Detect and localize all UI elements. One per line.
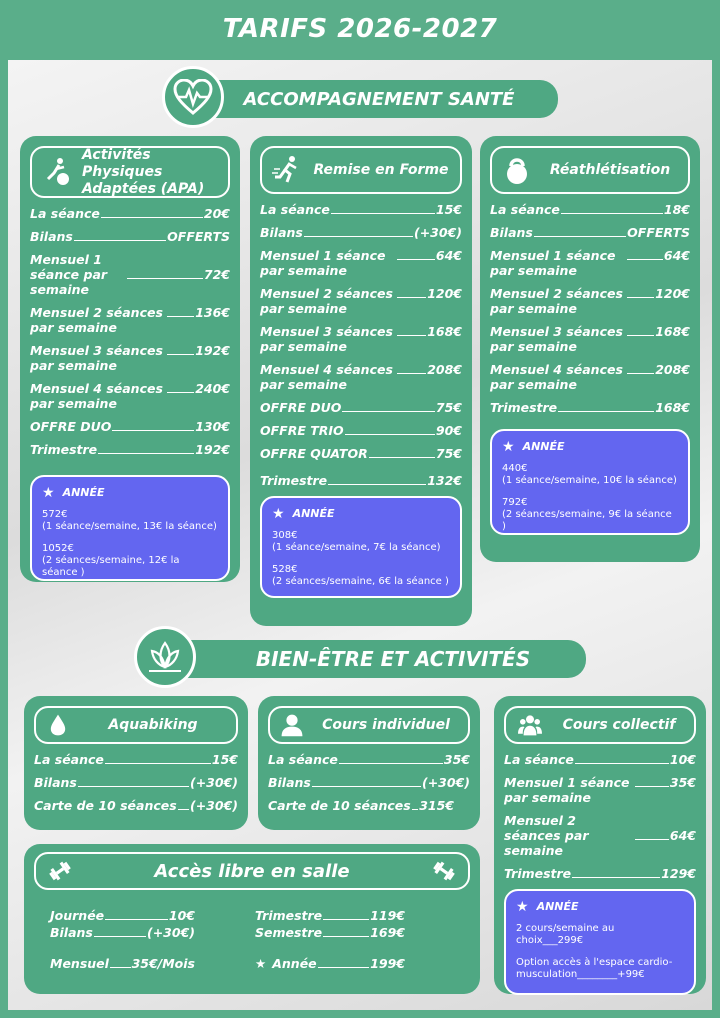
salle-row: Mensuel 35€/Mois (50, 956, 195, 971)
page-title: TARIFS 2026-2027 (222, 14, 498, 44)
reath-row: Mensuel 4 séances par semaine 208€ (490, 362, 690, 392)
indiv-row: Bilans (+30€) (268, 775, 470, 790)
card-remise-header (260, 146, 462, 194)
heart-pulse-icon (162, 66, 224, 128)
salle-row: Bilans (+30€) (50, 925, 195, 940)
apa-row: La séance 20€ (30, 206, 230, 221)
card-reath-title: Réathlétisation (549, 161, 671, 178)
remise-row: La séance 15€ (260, 202, 462, 217)
salle-left-col (50, 908, 195, 979)
card-salle-title: Accès libre en salle (154, 860, 350, 882)
star-icon: ★ (255, 956, 267, 971)
reath-year-box: ★ ANNÉE 440€ (1 séance/semaine, 10€ la séance) 792€ (2 séances/semaine, 9€ la séance ) (490, 429, 690, 535)
reath-row: La séance 18€ (490, 202, 690, 217)
card-remise-title: Remise en Forme (313, 161, 449, 178)
reath-year-line: 792€ (2 séances/semaine, 9€ la séance ) (502, 497, 672, 532)
remise-year-box: ★ ANNÉE 308€ (1 séance/semaine, 7€ la séance) 528€ (2 séances/semaine, 6€ la séance ) (260, 496, 462, 598)
salle-row: Trimestre 119€ (255, 908, 405, 923)
remise-row: OFFRE QUATOR 75€ (260, 446, 462, 461)
aqua-row: Carte de 10 séances (+30€) (34, 798, 238, 813)
card-remise (250, 136, 472, 626)
collectif-row: La séance 10€ (504, 752, 696, 767)
remise-row: Mensuel 4 séances par semaine 208€ (260, 362, 462, 392)
card-collectif (494, 696, 706, 994)
apa-year-box: ★ ANNÉE 572€ (1 séance/semaine, 13€ la séance) 1052€ (2 séances/semaine, 12€ la séance ) (30, 475, 230, 581)
remise-year-line: 528€ (2 séances/semaine, 6€ la séance ) (272, 564, 449, 587)
star-icon: ★ (516, 899, 529, 915)
apa-row: Mensuel 1 séance par semaine 72€ (30, 252, 230, 297)
collectif-year-line: 2 cours/semaine au choix___299€ (516, 923, 615, 946)
person-icon (280, 713, 304, 737)
card-salle (24, 844, 480, 994)
collectif-year-line: Option accès à l'espace cardio-musculation________+99€ (516, 957, 673, 980)
section-title-bienetre: BIEN-ÊTRE ET ACTIVITÉS (255, 647, 531, 671)
water-drop-icon (46, 713, 70, 737)
card-reath (480, 136, 700, 562)
card-reath-header (490, 146, 690, 194)
indiv-row: Carte de 10 séances 315€ (268, 798, 454, 813)
salle-row: ★ Année 199€ (255, 956, 405, 971)
aqua-row: La séance 15€ (34, 752, 238, 767)
reath-row: Mensuel 3 séances par semaine 168€ (490, 324, 690, 354)
card-indiv-header (268, 706, 470, 744)
reath-year-line: 440€ (1 séance/semaine, 10€ la séance) (502, 463, 677, 486)
card-aqua (24, 696, 248, 830)
aqua-row: Bilans (+30€) (34, 775, 238, 790)
collectif-row: Mensuel 2 séances par semaine 64€ (504, 813, 696, 858)
apa-year-line: 572€ (1 séance/semaine, 13€ la séance) (42, 509, 217, 532)
collectif-year-box: ★ ANNÉE 2 cours/semaine au choix___299€ Option accès à l'espace cardio-musculation________+99€ (504, 889, 696, 995)
reath-row: Bilans OFFERTS (490, 225, 690, 240)
group-icon (516, 713, 544, 737)
apa-row: Mensuel 3 séances par semaine 192€ (30, 343, 230, 373)
card-indiv (258, 696, 480, 830)
remise-row: OFFRE DUO 75€ (260, 400, 462, 415)
card-collectif-title: Cours collectif (562, 716, 676, 733)
running-icon (272, 155, 302, 185)
star-icon: ★ (42, 485, 55, 501)
dumbbell-icon (426, 853, 463, 889)
star-icon: ★ (272, 506, 285, 522)
dumbbell-icon (42, 853, 79, 889)
card-apa-title: Activités Physiques Adaptées (APA) (82, 146, 205, 197)
section-bar-bienetre (170, 640, 586, 678)
reath-row: Mensuel 1 séance par semaine 64€ (490, 248, 690, 278)
apa-row: Trimestre 192€ (30, 442, 230, 457)
indiv-row: La séance 35€ (268, 752, 470, 767)
reath-row: Mensuel 2 séances par semaine 120€ (490, 286, 690, 316)
salle-row: Semestre 169€ (255, 925, 405, 940)
card-apa-header (30, 146, 230, 198)
remise-row: Mensuel 2 séances par semaine 120€ (260, 286, 462, 316)
remise-row: Mensuel 3 séances par semaine 168€ (260, 324, 462, 354)
apa-row: Mensuel 2 séances par semaine 136€ (30, 305, 230, 335)
card-aqua-title: Aquabiking (108, 716, 198, 733)
apa-row: OFFRE DUO 130€ (30, 419, 230, 434)
collectif-row: Trimestre 129€ (504, 866, 696, 881)
star-icon: ★ (502, 439, 515, 455)
remise-row: OFFRE TRIO 90€ (260, 423, 462, 438)
salle-right-col (255, 908, 405, 979)
card-salle-header (34, 852, 470, 890)
apa-row: Bilans OFFERTS (30, 229, 230, 244)
card-indiv-title: Cours individuel (322, 716, 450, 733)
apa-year-line: 1052€ (2 séances/semaine, 12€ la séance ) (42, 543, 180, 578)
kettlebell-icon (502, 155, 532, 185)
card-aqua-header (34, 706, 238, 744)
lotus-icon (134, 626, 196, 688)
fitness-ball-icon (42, 157, 72, 187)
section-title-sante: ACCOMPAGNEMENT SANTÉ (243, 88, 515, 110)
apa-row: Mensuel 4 séances par semaine 240€ (30, 381, 230, 411)
collectif-row: Mensuel 1 séance par semaine 35€ (504, 775, 696, 805)
card-collectif-header (504, 706, 696, 744)
section-bar-sante (170, 80, 558, 118)
remise-row: Bilans (+30€) (260, 225, 462, 240)
card-apa (20, 136, 240, 582)
remise-year-line: 308€ (1 séance/semaine, 7€ la séance) (272, 530, 441, 553)
reath-row: Trimestre 168€ (490, 400, 690, 415)
remise-row: Mensuel 1 séance par semaine 64€ (260, 248, 462, 278)
remise-row: Trimestre 132€ (260, 473, 462, 488)
salle-row: Journée 10€ (50, 908, 195, 923)
